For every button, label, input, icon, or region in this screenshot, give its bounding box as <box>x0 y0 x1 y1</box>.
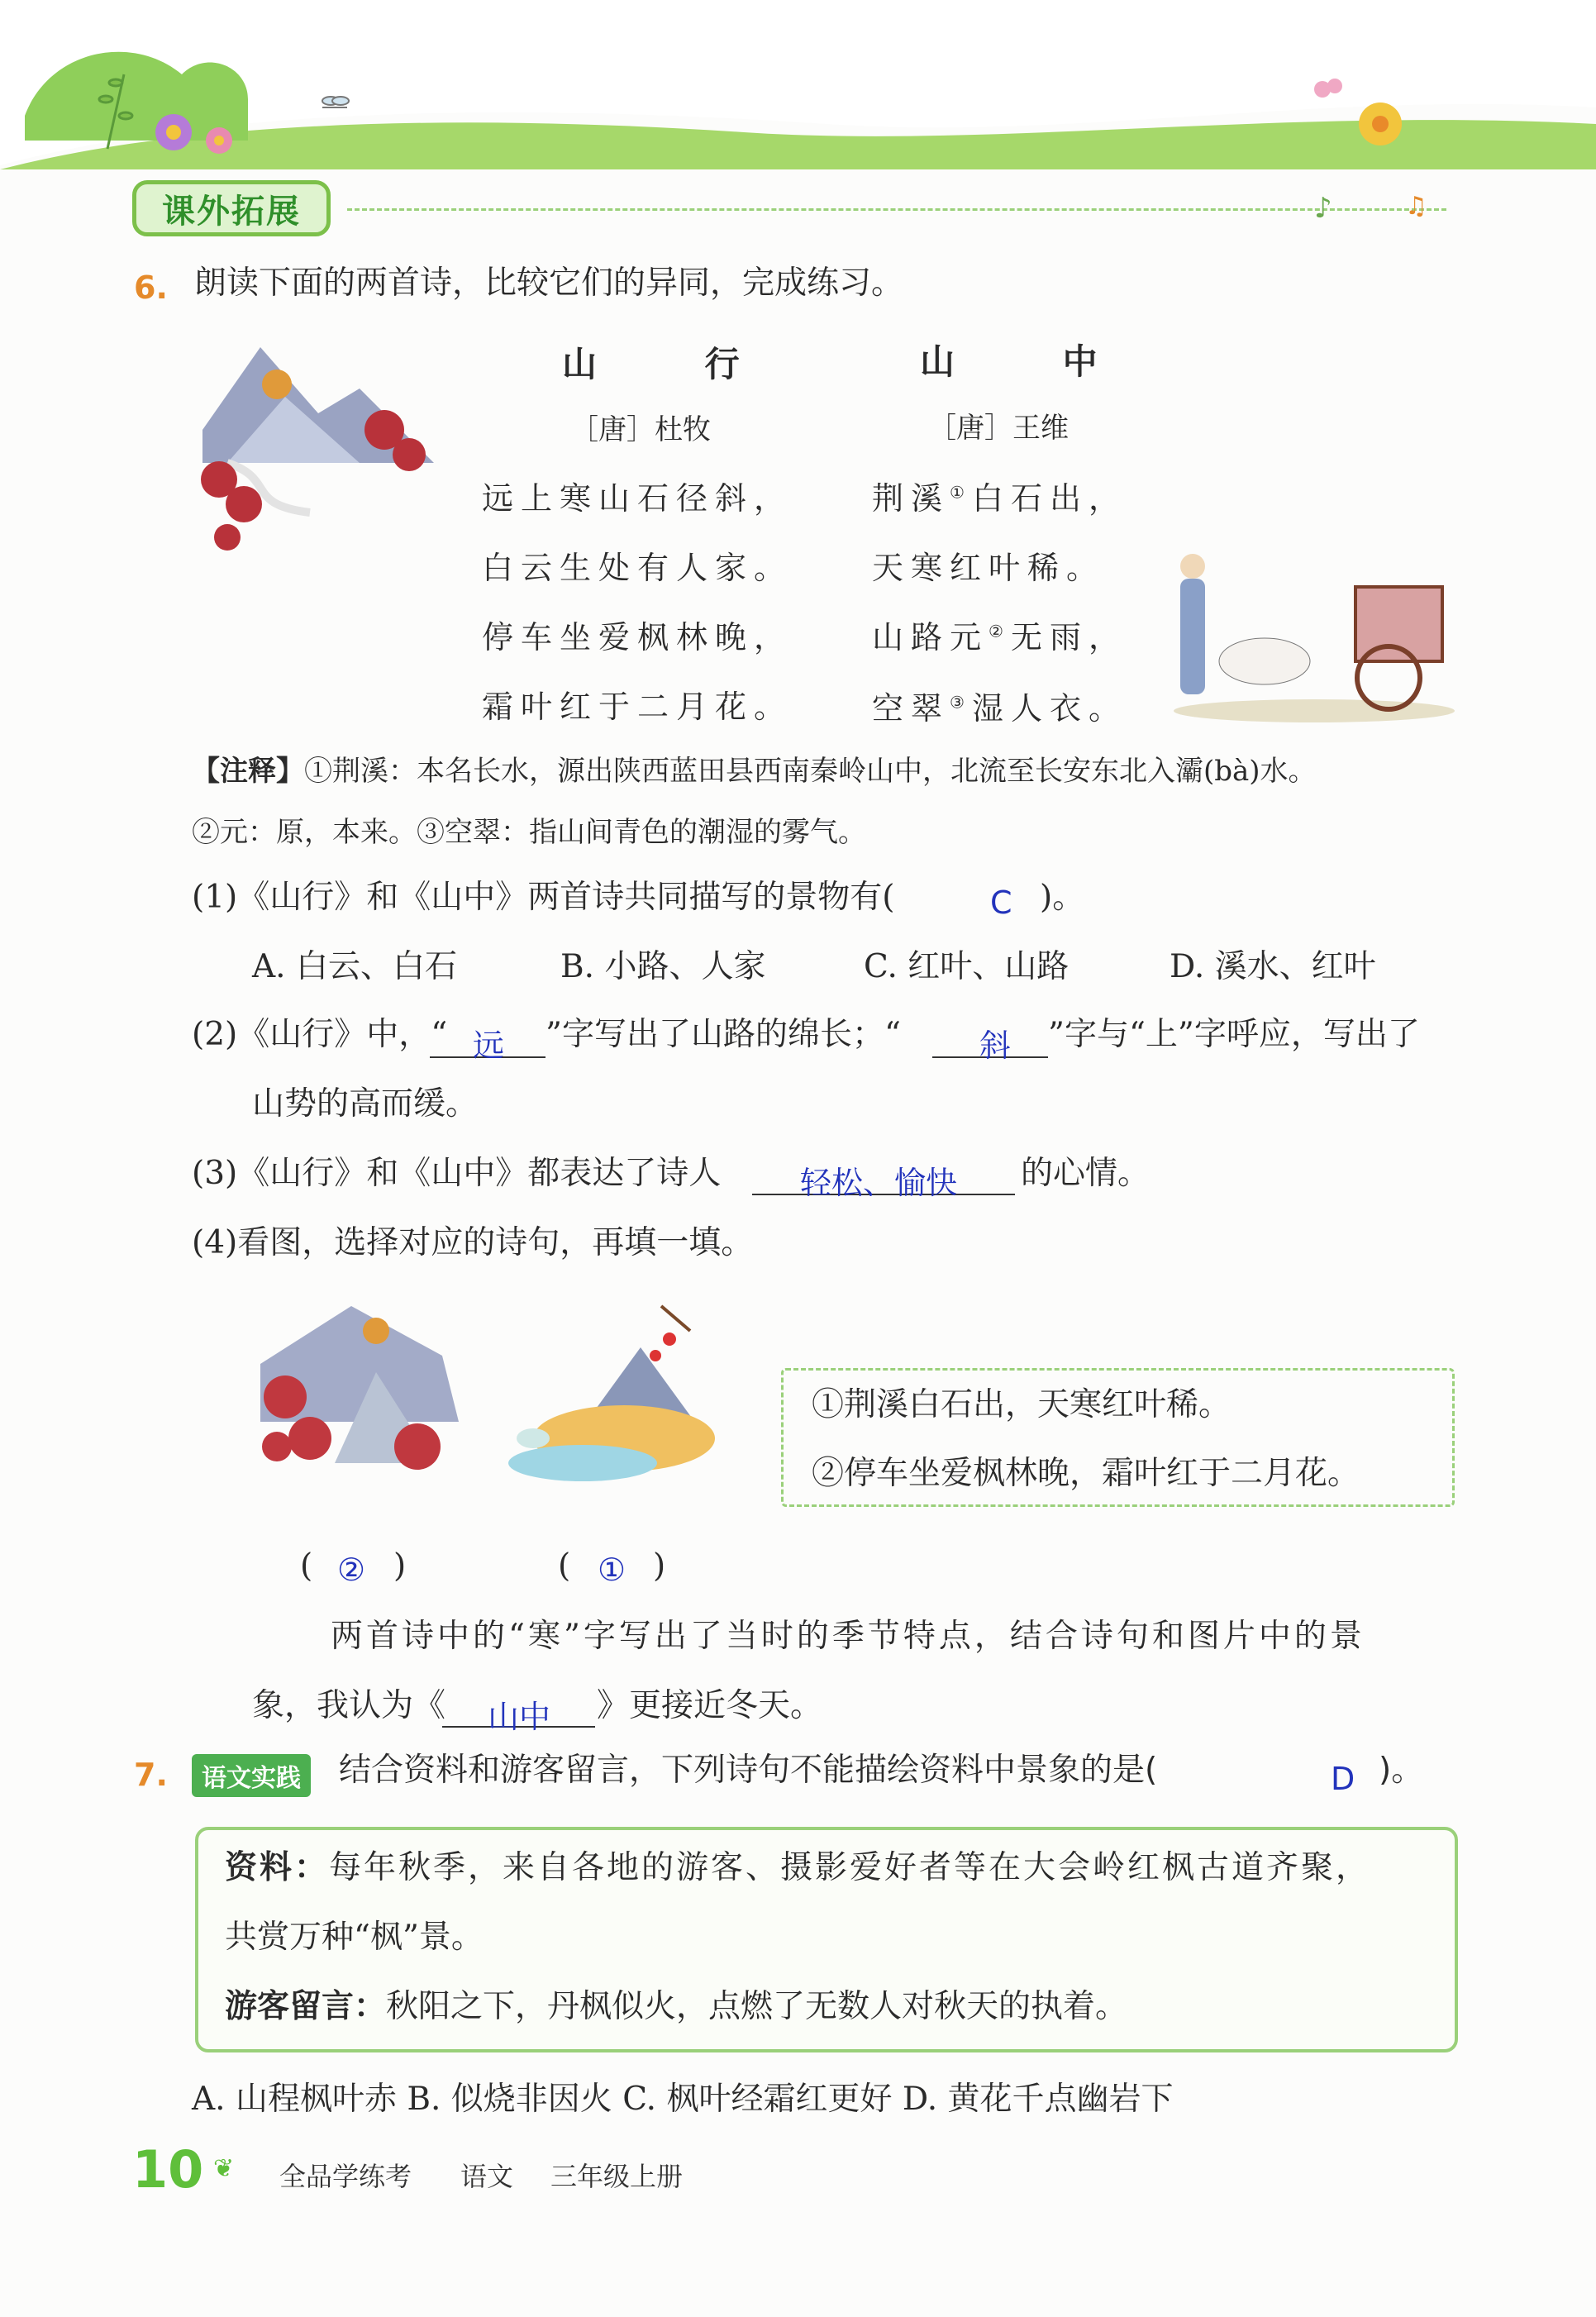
subquestion-2-mid: ”字写出了山路的绵长；“ <box>545 1016 901 1053</box>
question-prompt: 结合资料和游客留言，下列诗句不能描绘资料中景象的是( <box>339 1752 1158 1789</box>
poem-author-dumu: ［唐］杜牧 <box>570 413 711 446</box>
paren-close: ) <box>393 1547 407 1585</box>
grade-label: 三年级上册 <box>550 2161 684 2192</box>
answer-pic-1: ② <box>337 1552 366 1588</box>
subquestion-1: (1)《山行》和《山中》两首诗共同描写的景物有( <box>192 879 895 916</box>
question-prompt: 朗读下面的两首诗，比较它们的异同，完成练习。 <box>194 265 904 302</box>
paren-open: ( <box>558 1547 571 1585</box>
svg-text:♫: ♫ <box>1405 192 1427 221</box>
poem-line: 天寒红叶稀。 <box>872 550 1106 586</box>
subquestion-4: (4)看图，选择对应的诗句，再填一填。 <box>192 1224 754 1261</box>
subquestion-2-cont: 山势的高而缓。 <box>252 1085 479 1123</box>
poem-line: 空翠③湿人衣。 <box>872 690 1127 727</box>
section-divider <box>347 208 1446 211</box>
practice-tag: 语文实践 <box>192 1754 311 1797</box>
annotation-line-1: 【注释】①荆溪：本名长水，源出陕西蓝田县西南秦岭山中，北流至长安东北入灞(bà)水。 <box>192 755 1317 788</box>
subject-label: 语文 <box>460 2161 514 2192</box>
poem-title-shanzhong: 山 中 <box>920 341 1146 382</box>
option-d: D. 溪水、红叶 <box>1170 948 1376 985</box>
poem-line: 远上寒山石径斜， <box>482 480 793 517</box>
page-number: 10 <box>132 2139 204 2200</box>
poem-line: 白云生处有人家。 <box>482 550 793 586</box>
leaf-icon: ❦ <box>213 2154 235 2183</box>
material-line-1: 资料：每年秋季，来自各地的游客、摄影爱好者等在大会岭红枫古道齐聚， <box>225 1849 1371 1886</box>
answer-s3: 轻松、愉快 <box>800 1165 958 1201</box>
maple-mountain-picture <box>252 1298 467 1488</box>
poem-line: 霜叶红于二月花。 <box>482 689 793 725</box>
subquestion-1-end: )。 <box>1040 879 1085 916</box>
subquestion-3-end: 的心情。 <box>1021 1155 1151 1192</box>
annotation-line-2: ②元：原，本来。③空翠：指山间青色的潮湿的雾气。 <box>192 816 866 849</box>
q7-options: A. 山程枫叶赤 B. 似烧非因火 C. 枫叶经霜红更好 D. 黄花千点幽岩下 <box>192 2081 1174 2118</box>
paren-open: ( <box>300 1547 313 1585</box>
answer-q7: D <box>1331 1761 1355 1797</box>
question-number: 6. <box>134 269 168 306</box>
svg-text:♪: ♪ <box>1314 192 1332 225</box>
meadow-header-illustration <box>0 0 1596 178</box>
option-a: A. 白云、白石 <box>252 948 457 985</box>
poem-line: 停车坐爱枫林晚， <box>482 619 793 656</box>
mountain-maple-illustration <box>194 339 450 562</box>
subquestion-5: 两首诗中的“寒”字写出了当时的季节特点，结合诗句和图片中的景 <box>331 1618 1365 1655</box>
stream-rock-picture <box>500 1298 723 1488</box>
subquestion-2-end: ”字与“上”字呼应，写出了 <box>1048 1016 1420 1053</box>
section-badge: 课外拓展 <box>132 180 331 236</box>
answer-s1: C <box>990 884 1012 921</box>
answer-pic-2: ① <box>598 1552 626 1588</box>
book-title: 全品学练考 <box>279 2161 412 2192</box>
visitor-comment: 游客留言：秋阳之下，丹枫似火，点燃了无数人对秋天的执着。 <box>225 1988 1128 2025</box>
paren-close: ) <box>653 1547 666 1585</box>
scholar-cart-illustration <box>1165 537 1463 727</box>
answer-s5: 山中 <box>488 1699 551 1735</box>
music-note-icon <box>1306 186 1463 227</box>
answer-s2-1: 远 <box>473 1027 505 1064</box>
poem-choice-1: ①荆溪白石出，天寒红叶稀。 <box>812 1386 1232 1423</box>
material-line-2: 共赏万种“枫”景。 <box>225 1919 484 1956</box>
question-number: 7. <box>134 1757 168 1793</box>
subquestion-5-cont: 象，我认为《 <box>252 1687 446 1724</box>
option-c: C. 红叶、山路 <box>864 948 1070 985</box>
poem-title-shanxing: 山 行 <box>562 344 788 384</box>
subquestion-3: (3)《山行》和《山中》都表达了诗人 <box>192 1155 722 1192</box>
answer-s2-2: 斜 <box>979 1027 1012 1064</box>
option-b: B. 小路、人家 <box>560 948 766 985</box>
poem-line: 荆溪①白石出， <box>872 480 1127 517</box>
subquestion-2: (2)《山行》中，“ <box>192 1016 448 1053</box>
subquestion-5-end: 》更接近冬天。 <box>597 1687 823 1724</box>
poem-choice-2: ②停车坐爱枫林晚，霜叶红于二月花。 <box>812 1455 1360 1492</box>
poem-line: 山路元②无雨， <box>872 619 1127 656</box>
question-prompt-end: )。 <box>1379 1752 1424 1789</box>
poem-author-wangwei: ［唐］王维 <box>928 412 1069 445</box>
